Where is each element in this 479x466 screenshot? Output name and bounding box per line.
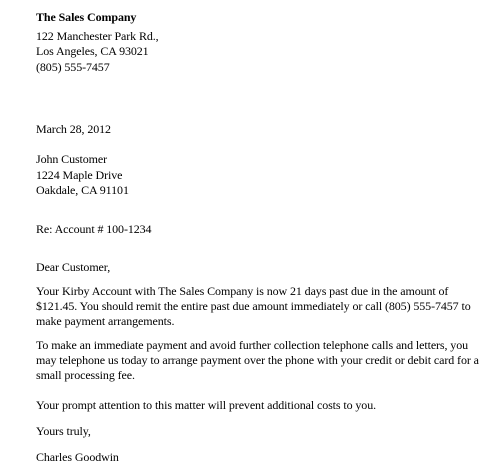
paragraph-1-line-1: Your Kirby Account with The Sales Company is now 21 days past due in the amount of (36, 284, 449, 298)
paragraph-2-line-3: small processing fee. (36, 368, 135, 382)
letter-date: March 28, 2012 (36, 122, 111, 136)
paragraph-1-line-3: make payment arrangements. (36, 314, 175, 328)
closing: Yours truly, (36, 424, 91, 438)
recipient-street: 1224 Maple Drive (36, 168, 123, 182)
sender-company: The Sales Company (36, 10, 137, 24)
paragraph-2-line-2: may telephone us today to arrange payment over the phone with your credit or debit card for a (36, 353, 479, 367)
reference-line: Re: Account # 100-1234 (36, 222, 152, 236)
paragraph-2-line-1: To make an immediate payment and avoid further collection telephone calls and letters, you (36, 338, 469, 352)
sender-street: 122 Manchester Park Rd., (36, 29, 159, 43)
paragraph-3-line-1: Your prompt attention to this matter will prevent additional costs to you. (36, 398, 377, 412)
sender-city: Los Angeles, CA 93021 (36, 44, 149, 58)
salutation: Dear Customer, (36, 260, 111, 274)
sender-phone: (805) 555-7457 (36, 60, 110, 74)
paragraph-1-line-2: $121.45. You should remit the entire past due amount immediately or call (805) 555-7457 to (36, 299, 471, 313)
recipient-name: John Customer (36, 152, 108, 166)
recipient-city: Oakdale, CA 91101 (36, 183, 129, 197)
signature-name: Charles Goodwin (36, 450, 119, 464)
